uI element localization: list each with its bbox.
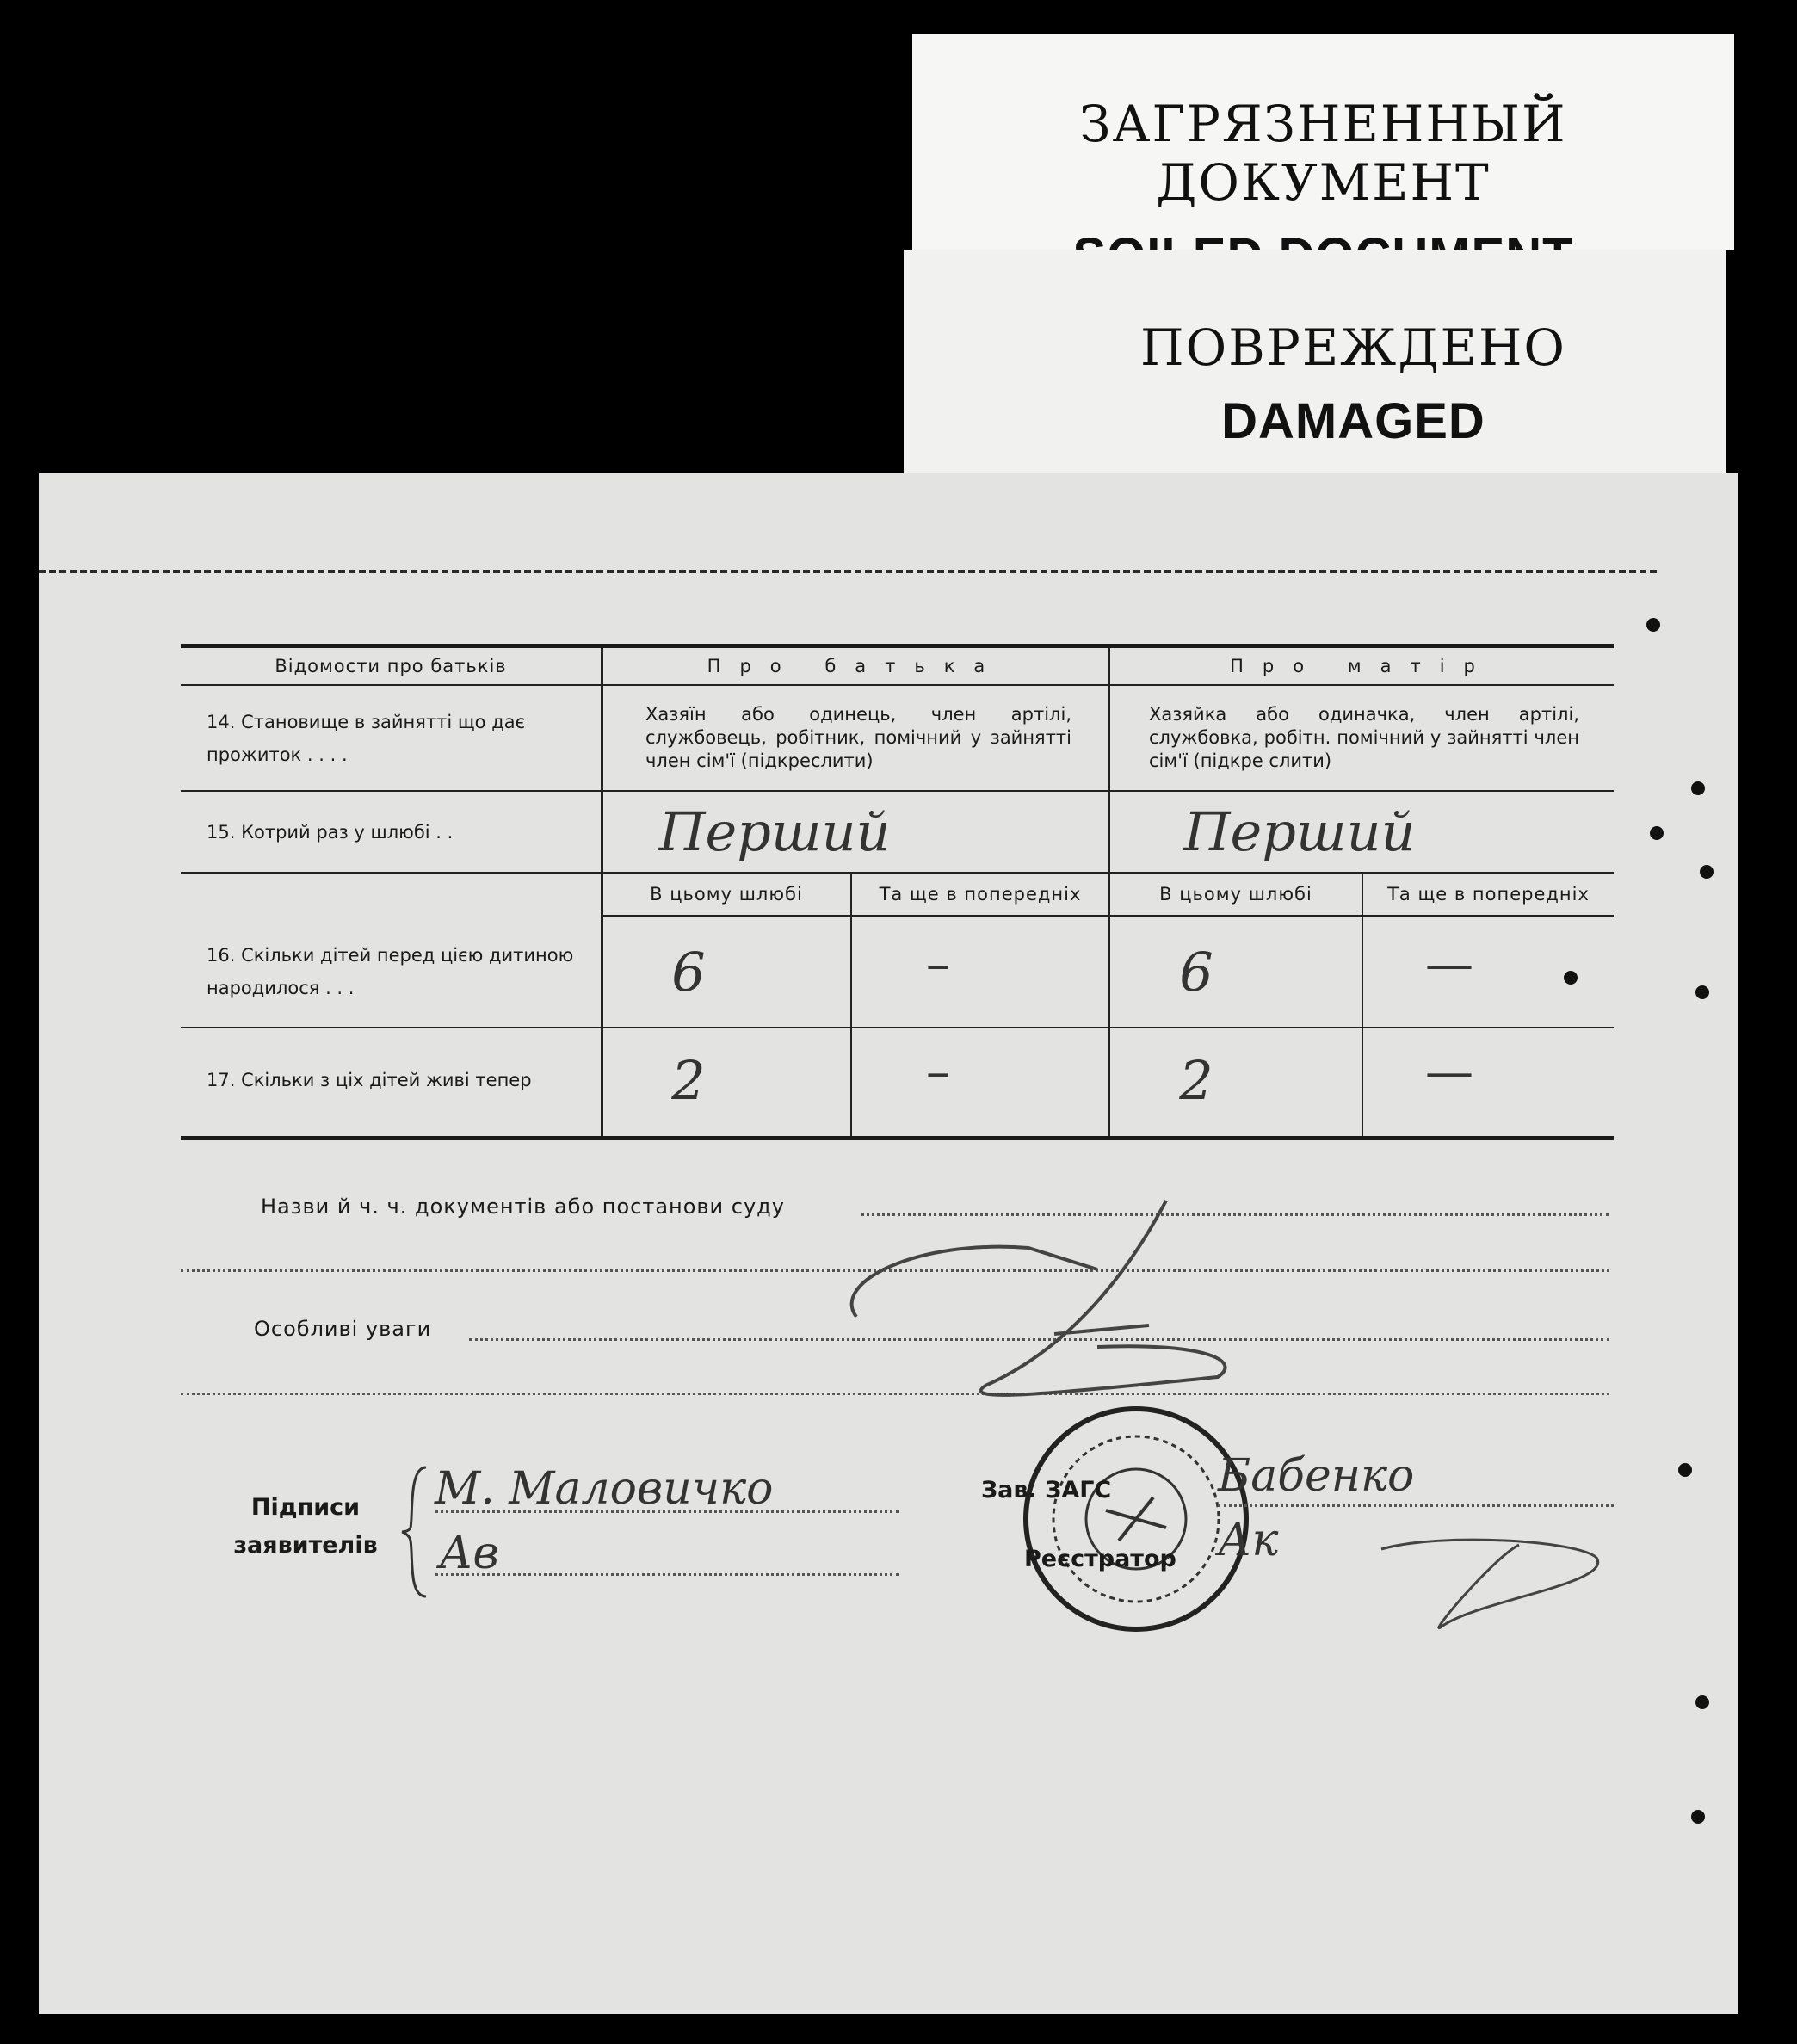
- subheader-mother-previous: Та ще в попередніх: [1387, 884, 1590, 905]
- punch-hole: [1695, 985, 1709, 999]
- row17-mother-this: 2: [1179, 1048, 1213, 1112]
- remarks-label: Особливі уваги: [254, 1317, 432, 1341]
- row14-mother-options: Хазяйка або одиначка, член артілі, службовка, робітн. помічний у зайнятті член сім'ї (підкре слити): [1149, 703, 1579, 771]
- punch-hole: [1700, 865, 1714, 879]
- parents-info-table: [181, 644, 1614, 1140]
- documents-label: Назви й ч. ч. документів або постанови суду: [261, 1195, 785, 1219]
- signatures-label-line-1: Підписи: [250, 1494, 361, 1521]
- row17-mother-previous: —: [1425, 1043, 1473, 1100]
- registrar-label: Реєстратор: [1024, 1546, 1176, 1572]
- subheader-father-previous: Та ще в попередніх: [879, 884, 1082, 905]
- punch-hole: [1678, 1463, 1692, 1477]
- row15-father-value: Перший: [658, 800, 891, 863]
- registrar-flourish: [1373, 1523, 1631, 1644]
- row17-father-previous: –: [926, 1043, 950, 1100]
- signatures-brace: [400, 1463, 435, 1601]
- signatures-label: [224, 1489, 387, 1565]
- head-signature-line: [1218, 1504, 1614, 1507]
- row14-father-options: Хазяїн або одинець, член артілі, службовець, робітник, помічний у зайнятті член сім'ї (підкреслити): [645, 703, 1071, 771]
- head-label: Зав. ЗАГС: [981, 1477, 1112, 1504]
- header-father: Про батька: [707, 656, 1004, 676]
- punch-hole: [1564, 971, 1578, 985]
- punch-hole: [1691, 1810, 1705, 1824]
- row16-mother-this: 6: [1179, 940, 1213, 1003]
- damaged-document-label: [904, 250, 1726, 473]
- applicant-signature-2: Ав: [439, 1528, 499, 1579]
- soiled-document-label: [912, 34, 1734, 250]
- damaged-label-russian: ПОВРЕЖДЕНО: [1140, 318, 1566, 377]
- signatures-label-line-2: заявителів: [233, 1532, 378, 1559]
- soiled-label-russian: ЗАГРЯЗНЕННЫЙ ДОКУМЕНТ: [1079, 95, 1567, 212]
- punch-hole: [1695, 1695, 1709, 1709]
- row16-mother-previous: —: [1425, 936, 1473, 992]
- head-signature: Бабенко: [1218, 1450, 1415, 1502]
- subheader-father-this-marriage: В цьому шлюбі: [650, 884, 803, 905]
- subheader-mother-this-marriage: В цьому шлюбі: [1159, 884, 1312, 905]
- punch-hole: [1646, 618, 1660, 632]
- cancellation-mark: [839, 1188, 1252, 1411]
- punch-hole: [1650, 826, 1664, 840]
- form-sheet: [39, 473, 1738, 2014]
- perforation-line: [39, 570, 1657, 573]
- row17-father-this: 2: [671, 1048, 706, 1112]
- signature-line-1: [435, 1510, 899, 1513]
- row16-father-this: 6: [671, 940, 706, 1003]
- damaged-label-english: DAMAGED: [1221, 393, 1485, 449]
- signature-line-2: [435, 1573, 899, 1576]
- header-mother: Про матір: [1230, 656, 1494, 676]
- row14-label: 14. Становище в зайнятті що дає прожиток . . . .: [207, 711, 526, 765]
- registrar-signature: Ак: [1218, 1515, 1279, 1566]
- row15-label: 15. Котрий раз у шлюбі . .: [207, 821, 454, 843]
- row17-label: 17. Скільки з ціх дітей живі тепер: [207, 1070, 532, 1090]
- row15-mother-value: Перший: [1183, 800, 1416, 863]
- punch-hole: [1691, 781, 1705, 795]
- row16-label: 16. Скільки дітей перед цією дитиною народилося . . .: [207, 945, 574, 998]
- applicant-signature-1: М. Маловичко: [435, 1463, 774, 1515]
- row16-father-previous: –: [926, 936, 950, 992]
- header-info: Відомости про батьків: [275, 656, 507, 676]
